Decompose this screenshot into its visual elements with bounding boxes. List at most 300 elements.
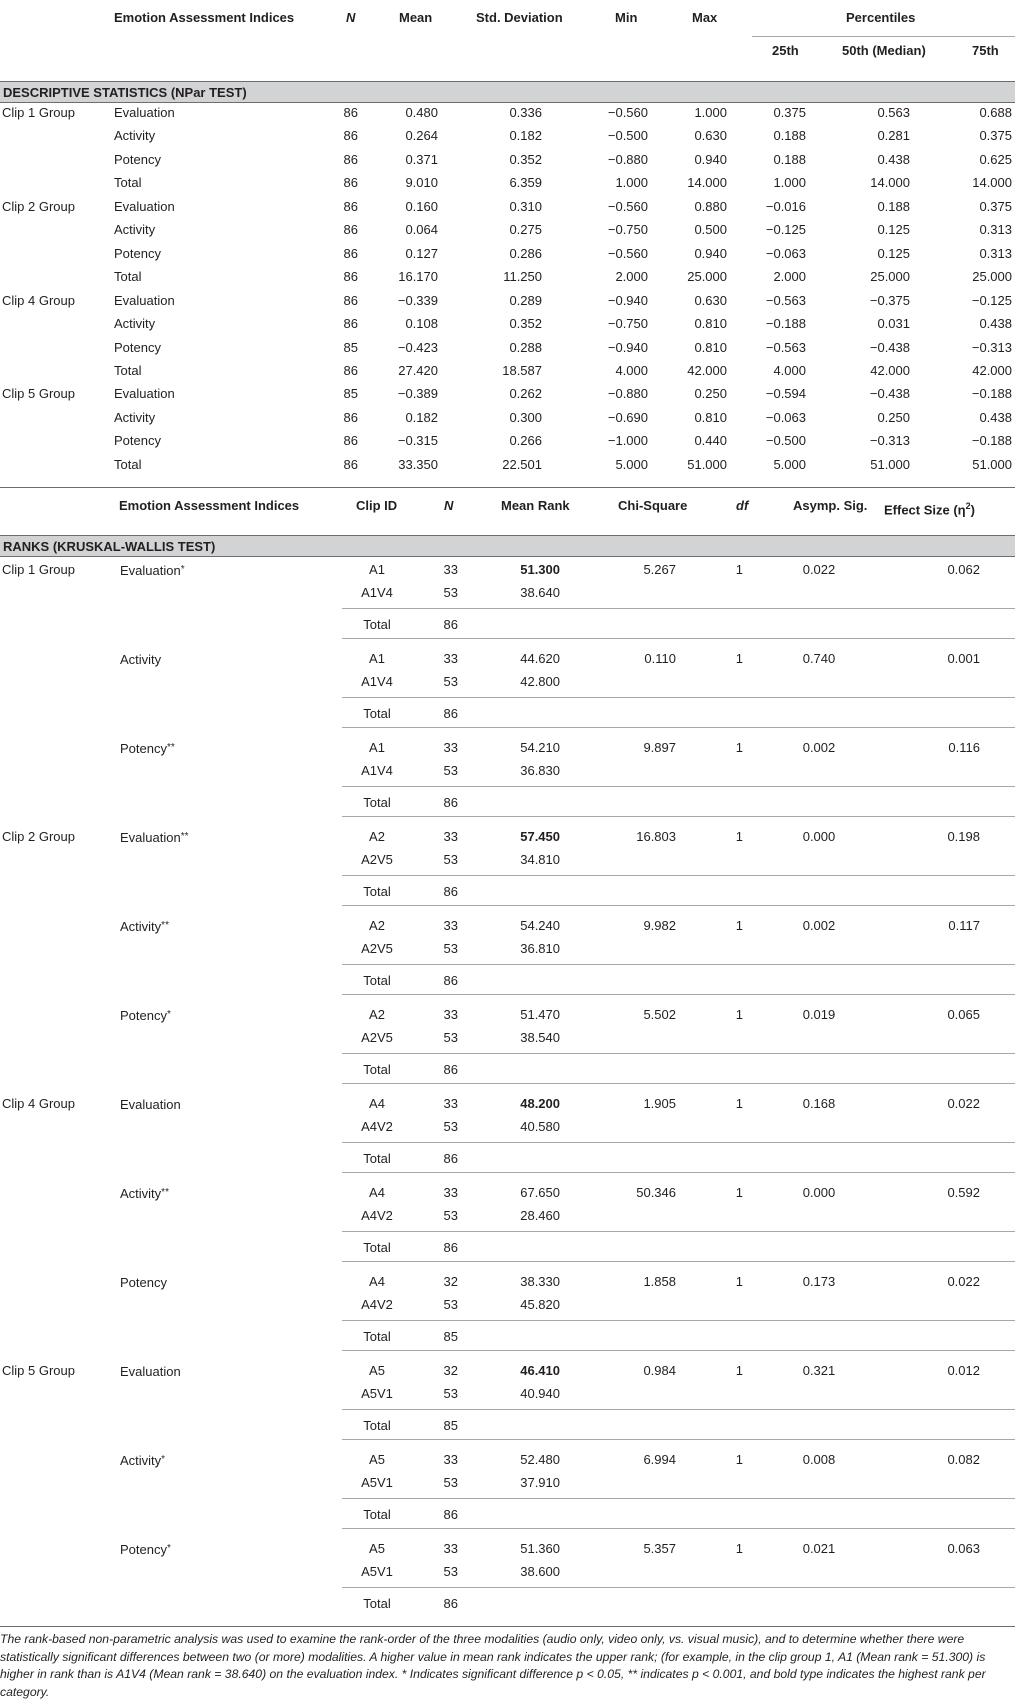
ranks-section-title: RANKS (KRUSKAL-WALLIS TEST)	[3, 539, 216, 554]
percentiles-divider	[752, 36, 1015, 37]
desc-cell-n: 86	[343, 175, 358, 191]
rank-n: 32	[443, 1363, 458, 1378]
desc-cell-max: 0.630	[694, 292, 727, 308]
significance-stars: *	[166, 1543, 171, 1554]
rank-index-label	[120, 1007, 171, 1024]
mean-rank: 36.810	[520, 941, 560, 956]
desc-cell-min: 2.000	[615, 269, 648, 285]
clip-id: A1	[369, 740, 385, 755]
desc-cell-p75: 14.000	[972, 175, 1012, 191]
total-n: 86	[443, 1151, 458, 1166]
descriptive-header	[0, 0, 1015, 70]
rank-n: 53	[443, 585, 458, 600]
desc-cell-min: 4.000	[615, 362, 648, 378]
desc-cell-n: 86	[343, 433, 358, 449]
total-label: Total	[363, 973, 391, 988]
mean-rank: 38.540	[520, 1030, 560, 1045]
desc-cell-max: 42.000	[687, 362, 727, 378]
rank-n: 53	[443, 763, 458, 778]
clip-id: A2	[369, 829, 385, 844]
desc-cell-p25: 0.375	[773, 105, 806, 120]
chi-square: 1.905	[643, 1096, 676, 1111]
desc-cell-index: Evaluation	[114, 198, 175, 214]
rank-n: 33	[443, 1452, 458, 1467]
effect-size: 0.022	[947, 1096, 980, 1111]
rank-n: 53	[443, 1208, 458, 1223]
desc-cell-p75: 0.438	[979, 409, 1012, 425]
desc-cell-p50: −0.375	[869, 292, 910, 308]
mean-rank: 45.820	[520, 1297, 560, 1312]
rank-n: 53	[443, 852, 458, 867]
desc-cell-max: 14.000	[687, 175, 727, 191]
clip-id: A2V5	[361, 1030, 393, 1045]
desc-cell-std: 0.286	[509, 245, 542, 261]
desc-cell-n: 86	[343, 222, 358, 238]
desc-cell-mean: −0.389	[397, 386, 438, 402]
desc-cell-index: Potency	[114, 433, 161, 449]
desc-cell-n: 86	[343, 409, 358, 425]
clip-id: A4	[369, 1096, 385, 1111]
desc-cell-p25: 1.000	[773, 175, 806, 191]
total-n: 86	[443, 706, 458, 721]
desc-cell-mean: −0.339	[397, 292, 438, 308]
rank-index-label	[120, 1185, 169, 1202]
desc-cell-p50: 0.438	[877, 151, 910, 167]
desc-cell-p50: 0.188	[877, 198, 910, 214]
rank-index-name: Potency	[120, 1275, 167, 1290]
desc-cell-p50: 0.031	[877, 316, 910, 332]
effect-size: 0.063	[947, 1541, 980, 1556]
df-value: 1	[735, 1452, 743, 1467]
mean-rank: 51.300	[520, 562, 560, 577]
total-label: Total	[363, 1240, 391, 1255]
desc-cell-mean: 0.371	[405, 151, 438, 167]
mean-rank: 34.810	[520, 852, 560, 867]
descriptive-table-body	[0, 103, 1015, 483]
desc-cell-std: 11.250	[503, 269, 542, 285]
descriptive-section-band	[0, 81, 1015, 103]
clip-id: A4	[369, 1274, 385, 1289]
desc-cell-p75: 0.375	[979, 128, 1012, 144]
desc-cell-index: Total	[114, 456, 142, 472]
total-n: 86	[443, 1240, 458, 1255]
rank-n: 53	[443, 941, 458, 956]
desc-cell-std: 6.359	[509, 175, 542, 191]
asymp-sig: 0.000	[802, 1185, 836, 1200]
rank-index-label	[120, 829, 189, 846]
desc-cell-std: 0.352	[509, 151, 542, 167]
rank-group-label: Clip 4 Group	[2, 1096, 75, 1111]
desc-cell-p50: 0.125	[877, 222, 910, 238]
desc-cell-p25: −0.125	[765, 222, 806, 238]
desc-cell-std: 0.352	[509, 316, 542, 332]
desc-cell-std: 22.501	[502, 456, 542, 472]
asymp-sig: 0.002	[802, 918, 836, 933]
desc-cell-mean: −0.423	[397, 339, 438, 355]
col-header-p25: 25th	[772, 43, 799, 58]
mean-rank: 37.910	[520, 1475, 560, 1490]
desc-cell-max: 0.630	[694, 128, 727, 144]
desc-cell-p50: −0.313	[869, 433, 910, 449]
total-n: 86	[443, 795, 458, 810]
clip-id: A2V5	[361, 852, 393, 867]
block-divider	[342, 1261, 1015, 1262]
desc-cell-n: 85	[343, 386, 358, 402]
desc-cell-index: Activity	[114, 128, 156, 144]
desc-cell-index: Evaluation	[114, 292, 175, 308]
rank-n: 33	[443, 740, 458, 755]
desc-cell-max: 0.810	[694, 316, 727, 332]
desc-cell-mean: 27.420	[398, 362, 438, 378]
rank-n: 33	[443, 829, 458, 844]
mean-rank: 54.210	[520, 740, 560, 755]
block-divider	[342, 1231, 1015, 1232]
block-divider	[342, 816, 1015, 817]
col-header-indices: Emotion Assessment Indices	[114, 10, 295, 25]
clip-id: A5	[369, 1452, 385, 1467]
rank-n: 33	[443, 1185, 458, 1200]
block-divider	[342, 1320, 1015, 1321]
total-n: 86	[443, 1507, 458, 1522]
ranks-header-chi-square: Chi-Square	[618, 498, 688, 513]
block-divider	[342, 638, 1015, 639]
desc-cell-p75: 0.313	[979, 245, 1012, 261]
df-value: 1	[735, 829, 743, 844]
block-divider	[342, 1350, 1015, 1351]
col-header-std: Std. Deviation	[476, 10, 563, 25]
clip-id: A5V1	[361, 1564, 393, 1579]
desc-cell-p25: 2.000	[773, 269, 806, 285]
block-divider	[342, 1083, 1015, 1084]
chi-square: 9.897	[643, 740, 676, 755]
chi-square: 0.984	[643, 1363, 676, 1378]
effect-size: 0.198	[947, 829, 980, 844]
desc-cell-min: −0.500	[607, 128, 648, 144]
desc-cell-index: Activity	[114, 316, 156, 332]
desc-cell-max: 51.000	[687, 456, 727, 472]
desc-cell-index: Total	[114, 269, 142, 285]
desc-cell-std: 0.336	[509, 105, 542, 120]
desc-cell-max: 25.000	[687, 269, 727, 285]
desc-cell-p75: 0.688	[979, 105, 1012, 120]
rank-n: 32	[443, 1274, 458, 1289]
desc-cell-std: 0.289	[509, 292, 542, 308]
desc-cell-max: 0.810	[694, 339, 727, 355]
rank-n: 53	[443, 1386, 458, 1401]
col-header-p75: 75th	[972, 43, 999, 58]
clip-id: A4	[369, 1185, 385, 1200]
desc-cell-mean: 0.064	[405, 222, 438, 238]
total-label: Total	[363, 884, 391, 899]
desc-cell-std: 0.310	[509, 198, 542, 214]
desc-cell-max: 0.940	[694, 151, 727, 167]
block-divider	[342, 608, 1015, 609]
desc-cell-p25: 0.188	[773, 151, 806, 167]
rank-index-label	[120, 1096, 181, 1113]
desc-cell-min: −0.560	[607, 198, 648, 214]
mean-rank: 52.480	[520, 1452, 560, 1467]
desc-cell-p50: −0.438	[869, 386, 910, 402]
rank-group-label: Clip 2 Group	[2, 829, 75, 844]
significance-stars: **	[166, 742, 175, 753]
effect-size: 0.116	[948, 740, 980, 755]
mean-rank: 40.940	[520, 1386, 560, 1401]
ranks-header-n: N	[444, 498, 454, 513]
mean-rank: 44.620	[520, 651, 560, 666]
desc-cell-max: 1.000	[694, 105, 727, 120]
rank-n: 33	[443, 1096, 458, 1111]
desc-cell-p50: 0.281	[877, 128, 910, 144]
desc-cell-p75: 42.000	[972, 362, 1012, 378]
desc-cell-min: −0.560	[607, 105, 648, 120]
desc-cell-p25: −0.594	[765, 386, 806, 402]
desc-cell-min: −0.690	[607, 409, 648, 425]
rank-index-name: Activity	[120, 919, 162, 934]
rank-index-label	[120, 1363, 181, 1380]
df-value: 1	[735, 1541, 743, 1556]
desc-cell-std: 0.262	[509, 386, 542, 402]
rank-index-name: Activity	[120, 652, 162, 667]
effect-size: 0.592	[947, 1185, 980, 1200]
desc-cell-mean: 16.170	[398, 269, 438, 285]
asymp-sig: 0.173	[802, 1274, 836, 1289]
rank-index-label	[120, 1274, 167, 1291]
chi-square: 5.357	[643, 1541, 676, 1556]
block-divider	[342, 1528, 1015, 1529]
desc-cell-mean: −0.315	[397, 433, 438, 449]
col-header-p50: 50th (Median)	[842, 43, 926, 58]
desc-cell-p50: −0.438	[869, 339, 910, 355]
desc-cell-p50: 25.000	[870, 269, 910, 285]
chi-square: 5.502	[643, 1007, 676, 1022]
chi-square: 9.982	[643, 918, 676, 933]
effect-size: 0.117	[948, 918, 980, 933]
asymp-sig: 0.008	[802, 1452, 836, 1467]
desc-cell-p75: 0.375	[979, 198, 1012, 214]
total-label: Total	[363, 617, 391, 632]
total-label: Total	[363, 1418, 391, 1433]
clip-id: A1V4	[361, 585, 393, 600]
desc-cell-p50: 14.000	[870, 175, 910, 191]
desc-cell-p25: 0.188	[773, 128, 806, 144]
chi-square: 5.267	[643, 562, 676, 577]
descriptive-section-title: DESCRIPTIVE STATISTICS (NPar TEST)	[3, 85, 247, 100]
chi-square: 0.110	[644, 651, 676, 666]
desc-cell-index: Potency	[114, 245, 161, 261]
rank-index-name: Activity	[120, 1186, 162, 1201]
rank-n: 53	[443, 1475, 458, 1490]
clip-id: A2	[369, 1007, 385, 1022]
desc-cell-p25: −0.500	[765, 433, 806, 449]
desc-cell-p75: −0.188	[971, 386, 1012, 402]
block-divider	[342, 1498, 1015, 1499]
desc-cell-n: 86	[343, 105, 358, 120]
desc-cell-index: Activity	[114, 222, 156, 238]
df-value: 1	[735, 1185, 743, 1200]
clip-id: A2	[369, 918, 385, 933]
significance-stars: **	[161, 1187, 169, 1198]
desc-cell-group: Clip 4 Group	[2, 292, 75, 308]
block-divider	[342, 1587, 1015, 1588]
clip-id: A4V2	[361, 1297, 393, 1312]
effect-size: 0.065	[947, 1007, 980, 1022]
desc-cell-p75: 0.625	[979, 151, 1012, 167]
effect-size: 0.012	[947, 1363, 980, 1378]
rank-index-name: Activity	[120, 1453, 162, 1468]
desc-cell-p75: −0.125	[971, 292, 1012, 308]
desc-cell-index: Potency	[114, 151, 161, 167]
desc-cell-max: 0.500	[694, 222, 727, 238]
desc-cell-std: 0.300	[509, 409, 542, 425]
desc-cell-p25: −0.188	[765, 316, 806, 332]
desc-cell-p75: 0.438	[979, 316, 1012, 332]
clip-id: A5	[369, 1541, 385, 1556]
mean-rank: 48.200	[520, 1096, 560, 1111]
total-n: 86	[443, 617, 458, 632]
mean-rank: 36.830	[520, 763, 560, 778]
desc-cell-p75: −0.188	[971, 433, 1012, 449]
desc-cell-min: −0.880	[607, 151, 648, 167]
asymp-sig: 0.022	[802, 562, 836, 577]
df-value: 1	[735, 1363, 743, 1378]
desc-cell-max: 0.810	[694, 409, 727, 425]
block-divider	[342, 727, 1015, 728]
effect-size: 0.001	[947, 651, 980, 666]
desc-cell-min: −0.750	[607, 222, 648, 238]
desc-cell-min: −0.940	[607, 339, 648, 355]
desc-cell-index: Evaluation	[114, 105, 175, 120]
clip-id: A1V4	[361, 674, 393, 689]
desc-cell-mean: 0.160	[405, 198, 438, 214]
col-header-n: N	[346, 10, 356, 25]
clip-id: A5V1	[361, 1386, 393, 1401]
significance-stars: **	[161, 920, 169, 931]
desc-cell-p50: 42.000	[870, 362, 910, 378]
block-divider	[342, 1053, 1015, 1054]
desc-cell-n: 86	[343, 292, 358, 308]
significance-stars: *	[161, 1454, 166, 1465]
total-label: Total	[363, 1507, 391, 1522]
block-divider	[342, 964, 1015, 965]
df-value: 1	[735, 740, 743, 755]
mean-rank: 46.410	[520, 1363, 560, 1378]
desc-cell-n: 85	[343, 339, 358, 355]
desc-cell-p25: −0.016	[765, 198, 806, 214]
rank-index-name: Evaluation	[120, 830, 181, 845]
total-label: Total	[363, 795, 391, 810]
desc-cell-p25: −0.563	[765, 339, 806, 355]
df-value: 1	[735, 918, 743, 933]
desc-cell-mean: 0.182	[405, 409, 438, 425]
asymp-sig: 0.021	[802, 1541, 836, 1556]
desc-cell-p25: −0.563	[765, 292, 806, 308]
ranks-header-indices: Emotion Assessment Indices	[119, 498, 300, 513]
mean-rank: 38.330	[520, 1274, 560, 1289]
table-footnote: The rank-based non-parametric analysis was used to examine the rank-order of the three modalities (audio only, video only, vs. visual music), and to determine whether there were statistically significant differences between two (or more) modalities. A higher value in mean rank indicates the upper rank; (for example, in the clip group 1, A1 (Mean rank = 51.300) is higher in rank than is A1V4 (Mean rank = 38.640) on the evaluation index. * Indicates significant difference p < 0.05, ** indicates p < 0.001, and bold type indicates the highest rank per category.	[0, 1632, 986, 1699]
desc-cell-mean: 0.108	[405, 316, 438, 332]
total-n: 86	[443, 1596, 458, 1611]
rank-n: 33	[443, 562, 458, 577]
chi-square: 1.858	[643, 1274, 676, 1289]
rank-index-name: Evaluation	[120, 1364, 181, 1379]
block-divider	[342, 994, 1015, 995]
mean-rank: 51.470	[520, 1007, 560, 1022]
total-n: 86	[443, 884, 458, 899]
effect-size: 0.062	[947, 562, 980, 577]
block-divider	[342, 697, 1015, 698]
asymp-sig: 0.321	[802, 1363, 836, 1378]
df-value: 1	[735, 562, 743, 577]
asymp-sig: 0.000	[802, 829, 836, 844]
mean-rank: 28.460	[520, 1208, 560, 1223]
chi-square: 16.803	[636, 829, 676, 844]
desc-cell-p25: 5.000	[773, 456, 806, 472]
block-divider	[342, 1142, 1015, 1143]
effect-size: 0.082	[947, 1452, 980, 1467]
col-header-max: Max	[692, 10, 718, 25]
desc-cell-group: Clip 5 Group	[2, 386, 75, 402]
mean-rank: 51.360	[520, 1541, 560, 1556]
ranks-header-clip-id: Clip ID	[356, 498, 398, 513]
desc-cell-mean: 0.127	[405, 245, 438, 261]
block-divider	[342, 875, 1015, 876]
mean-rank: 57.450	[520, 829, 560, 844]
rank-n: 33	[443, 651, 458, 666]
df-value: 1	[735, 1007, 743, 1022]
total-label: Total	[363, 706, 391, 721]
desc-cell-min: −0.750	[607, 316, 648, 332]
clip-id: A4V2	[361, 1119, 393, 1134]
desc-cell-std: 0.275	[509, 222, 542, 238]
mean-rank: 67.650	[520, 1185, 560, 1200]
total-label: Total	[363, 1596, 391, 1611]
desc-cell-n: 86	[343, 362, 358, 378]
rank-n: 33	[443, 1007, 458, 1022]
rank-n: 33	[443, 918, 458, 933]
rank-n: 53	[443, 674, 458, 689]
total-n: 85	[443, 1418, 458, 1433]
total-n: 86	[443, 1062, 458, 1077]
desc-cell-std: 0.266	[509, 433, 542, 449]
block-divider	[342, 905, 1015, 906]
desc-cell-min: −0.880	[607, 386, 648, 402]
desc-cell-min: 1.000	[615, 175, 648, 191]
desc-cell-max: 0.880	[694, 198, 727, 214]
desc-cell-mean: 0.264	[405, 128, 438, 144]
block-divider	[342, 786, 1015, 787]
asymp-sig: 0.002	[802, 740, 836, 755]
desc-cell-min: 5.000	[615, 456, 648, 472]
desc-cell-p50: 0.250	[877, 409, 910, 425]
desc-cell-std: 18.587	[502, 362, 542, 378]
desc-cell-p75: 0.313	[979, 222, 1012, 238]
desc-cell-p75: 25.000	[972, 269, 1012, 285]
effect-size: 0.022	[947, 1274, 980, 1289]
desc-cell-std: 0.288	[509, 339, 542, 355]
block-divider	[342, 1439, 1015, 1440]
clip-id: A5	[369, 1363, 385, 1378]
desc-cell-p75: −0.313	[971, 339, 1012, 355]
desc-cell-n: 86	[343, 316, 358, 332]
clip-id: A5V1	[361, 1475, 393, 1490]
desc-cell-n: 86	[343, 198, 358, 214]
desc-cell-mean: 9.010	[405, 175, 438, 191]
col-header-mean: Mean	[399, 10, 433, 25]
total-n: 86	[443, 973, 458, 988]
rank-n: 53	[443, 1030, 458, 1045]
desc-cell-max: 0.440	[694, 433, 727, 449]
ranks-header	[0, 488, 1015, 528]
